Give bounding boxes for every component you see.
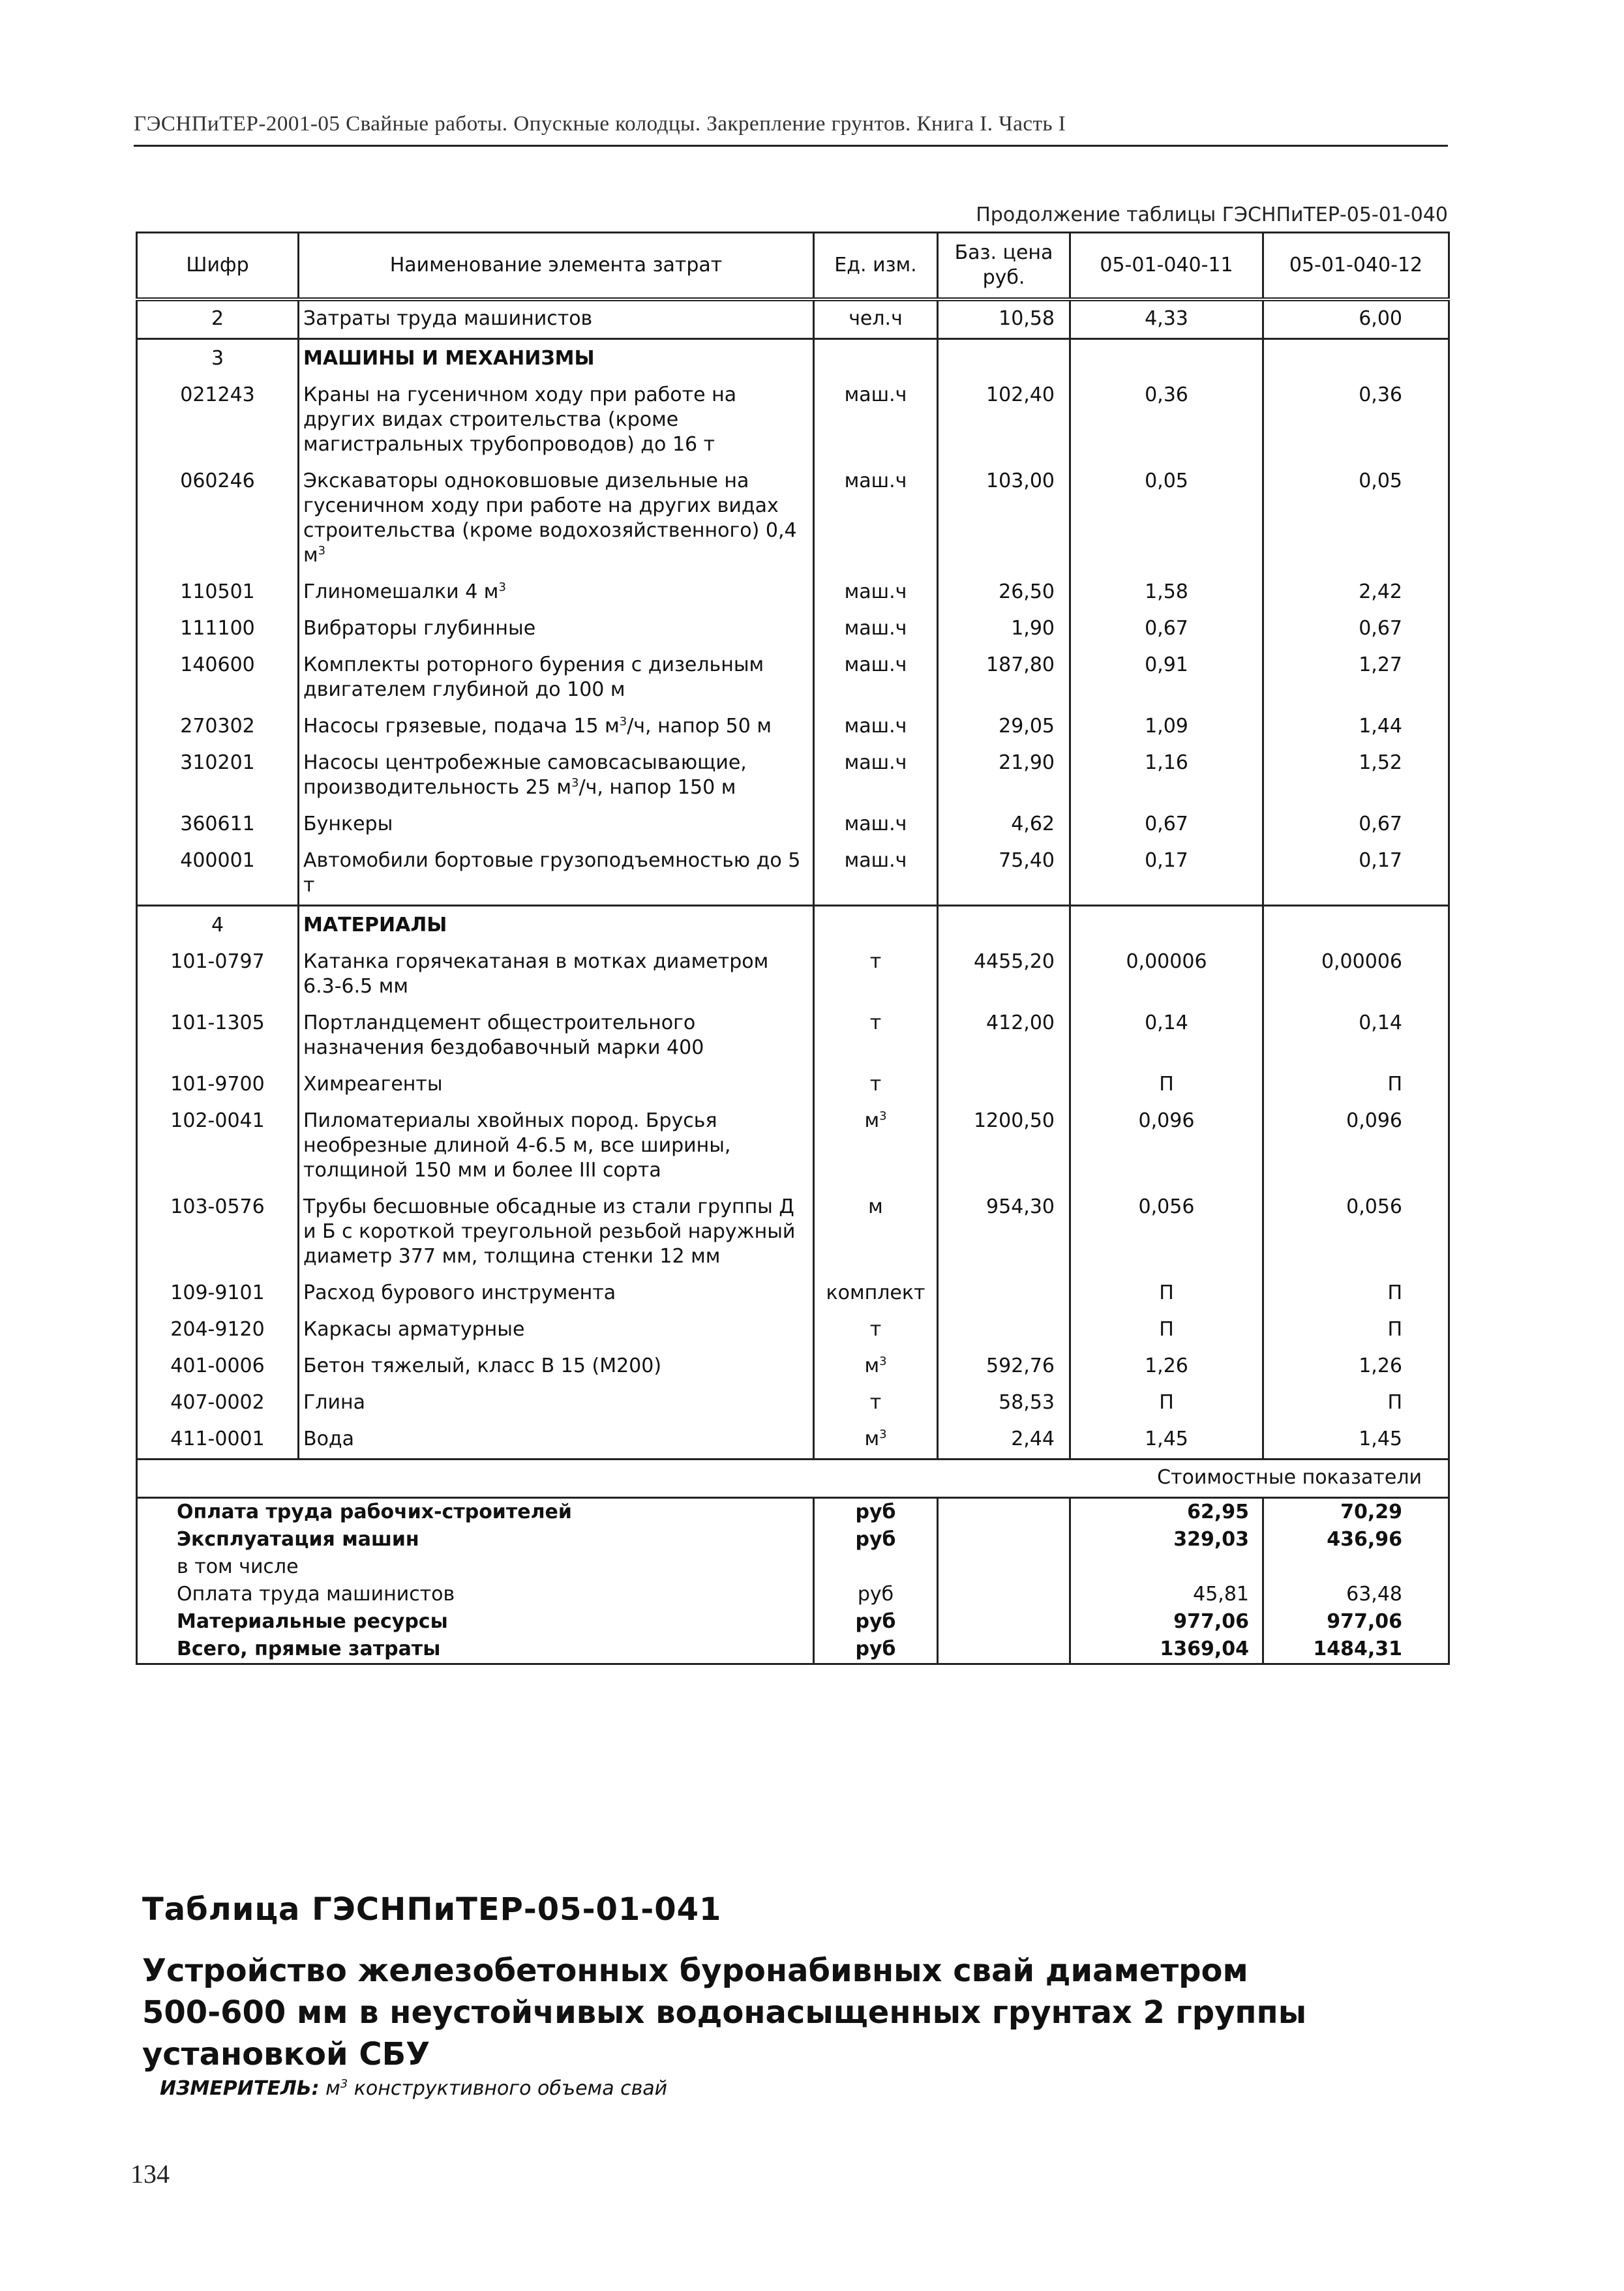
section-row (137, 906, 1449, 945)
cell-unit: маш.ч (814, 611, 938, 648)
cell-unit: т (814, 1312, 938, 1349)
table-row (137, 575, 1449, 611)
table-row (137, 843, 1449, 906)
cell-name: Автомобили бортовые грузоподъемностью до 5 т (299, 843, 814, 906)
cell-col2: 1,26 (1263, 1349, 1449, 1385)
cost-price (938, 1526, 1070, 1553)
cell-col2: П (1263, 1312, 1449, 1349)
cell-col2: 2,42 (1263, 575, 1449, 611)
cell-unit: маш.ч (814, 709, 938, 745)
cell-code: 102-0041 (137, 1103, 299, 1190)
cell-price: 1200,50 (938, 1103, 1070, 1190)
cell-col1: П (1070, 1312, 1263, 1349)
table-row (137, 648, 1449, 709)
cost-col1: 977,06 (1070, 1608, 1263, 1636)
cell-code: 101-0797 (137, 944, 299, 1006)
cost-col2: 63,48 (1263, 1581, 1449, 1608)
cell-col2: П (1263, 1276, 1449, 1312)
cell-col1: 0,67 (1070, 611, 1263, 648)
cell-col1: 0,00006 (1070, 944, 1263, 1006)
cost-label: Оплата труда машинистов (137, 1581, 814, 1608)
cell-unit: т (814, 944, 938, 1006)
cost-col2 (1263, 1553, 1449, 1581)
cell-price: 26,50 (938, 575, 1070, 611)
header-name: Наименование элемента затрат (299, 233, 814, 300)
table-row (137, 378, 1449, 464)
cell-code: 140600 (137, 648, 299, 709)
cell-col1: 0,05 (1070, 464, 1263, 575)
cell-col2: 1,52 (1263, 745, 1449, 807)
cell-name: Расход бурового инструмента (299, 1276, 814, 1312)
cell-col1: П (1070, 1067, 1263, 1103)
cell-price: 10,58 (938, 299, 1070, 339)
meter-label: ИЗМЕРИТЕЛЬ: (160, 2077, 320, 2100)
header-col1: 05-01-040-11 (1070, 233, 1263, 300)
table-row (137, 1349, 1449, 1385)
cell-col2 (1263, 339, 1449, 378)
cost-label: Материальные ресурсы (137, 1608, 814, 1636)
cell-code: 407-0002 (137, 1385, 299, 1422)
cost-price (938, 1581, 1070, 1608)
cell-col2: 0,14 (1263, 1006, 1449, 1067)
cost-row (137, 1526, 1449, 1553)
table-row (137, 299, 1449, 339)
cell-col1: 1,16 (1070, 745, 1263, 807)
cell-col2: 0,17 (1263, 843, 1449, 906)
cell-code: 3 (137, 339, 299, 378)
cell-code: 021243 (137, 378, 299, 464)
cost-row (137, 1553, 1449, 1581)
cell-col1: 1,58 (1070, 575, 1263, 611)
header-unit: Ед. изм. (814, 233, 938, 300)
cell-col2: 0,67 (1263, 807, 1449, 843)
running-head: ГЭСНПиТЕР-2001-05 Свайные работы. Опускные колодцы. Закрепление грунтов. Книга I. Часть I (134, 112, 1066, 136)
table-row (137, 745, 1449, 807)
cell-unit-text: м (864, 1109, 880, 1132)
table-row (137, 1103, 1449, 1190)
cell-col1: 1,45 (1070, 1422, 1263, 1460)
cell-code: 411-0001 (137, 1422, 299, 1460)
cell-unit (814, 1422, 938, 1460)
cell-unit-text: м (864, 1355, 880, 1377)
cell-price: 58,53 (938, 1385, 1070, 1422)
header-code: Шифр (137, 233, 299, 300)
cell-price (938, 1312, 1070, 1349)
cell-price (938, 339, 1070, 378)
cost-row (137, 1636, 1449, 1664)
cost-label: Эксплуатация машин (137, 1526, 814, 1553)
table-row (137, 1312, 1449, 1349)
cell-code: 310201 (137, 745, 299, 807)
cell-name: Вибраторы глубинные (299, 611, 814, 648)
cell-code: 401-0006 (137, 1349, 299, 1385)
cost-unit: руб (814, 1498, 938, 1527)
cell-price: 412,00 (938, 1006, 1070, 1067)
cell-col2: 0,67 (1263, 611, 1449, 648)
cell-name-text: /ч, напор 150 м (579, 776, 736, 799)
cell-name: Бункеры (299, 807, 814, 843)
page-number: 134 (130, 2159, 170, 2189)
cost-unit (814, 1553, 938, 1581)
cell-price: 103,00 (938, 464, 1070, 575)
cell-col2: П (1263, 1385, 1449, 1422)
cell-name (299, 709, 814, 745)
cell-col1: П (1070, 1276, 1263, 1312)
cell-col1: 0,36 (1070, 378, 1263, 464)
cell-code: 360611 (137, 807, 299, 843)
header-col2: 05-01-040-12 (1263, 233, 1449, 300)
cell-unit: маш.ч (814, 745, 938, 807)
superscript: 3 (619, 715, 627, 728)
cell-code: 060246 (137, 464, 299, 575)
cell-price: 4,62 (938, 807, 1070, 843)
cell-name-text: Экскаваторы одноковшовые дизельные на гусеничном ходу при работе на других видах строительства (кроме водохозяйственного) 0,4 м (303, 470, 797, 567)
cell-name: Краны на гусеничном ходу при работе на других видах строительства (кроме магистральных трубопроводов) до 16 т (299, 378, 814, 464)
cell-unit (814, 906, 938, 945)
cell-col1: 0,14 (1070, 1006, 1263, 1067)
table-row (137, 944, 1449, 1006)
cell-col1: 1,26 (1070, 1349, 1263, 1385)
section-row (137, 339, 1449, 378)
cell-price: 102,40 (938, 378, 1070, 464)
cell-col2: 0,00006 (1263, 944, 1449, 1006)
superscript: 3 (340, 2077, 348, 2091)
cell-col1: 0,17 (1070, 843, 1263, 906)
cell-code: 101-1305 (137, 1006, 299, 1067)
cell-col1 (1070, 339, 1263, 378)
cost-col1: 62,95 (1070, 1498, 1263, 1527)
continuation-label: Продолжение таблицы ГЭСНПиТЕР-05-01-040 (976, 203, 1448, 226)
cost-row (137, 1581, 1449, 1608)
meter-text: конструктивного объема свай (353, 2077, 668, 2100)
cell-col2: 0,096 (1263, 1103, 1449, 1190)
cell-name: Химреагенты (299, 1067, 814, 1103)
cost-col2: 977,06 (1263, 1608, 1449, 1636)
cell-code: 103-0576 (137, 1190, 299, 1276)
cell-price: 75,40 (938, 843, 1070, 906)
cell-col2 (1263, 906, 1449, 945)
cell-col2: П (1263, 1067, 1449, 1103)
table-row (137, 807, 1449, 843)
cell-price: 954,30 (938, 1190, 1070, 1276)
cell-unit: маш.ч (814, 843, 938, 906)
meter-line (160, 2077, 667, 2100)
cell-code: 400001 (137, 843, 299, 906)
cell-col1 (1070, 906, 1263, 945)
cost-price (938, 1636, 1070, 1664)
table-row (137, 1190, 1449, 1276)
cell-name: Трубы бесшовные обсадные из стали группы Д и Б с короткой треугольной резьбой наружный диаметр 377 мм, толщина стенки 12 мм (299, 1190, 814, 1276)
cell-code: 101-9700 (137, 1067, 299, 1103)
cost-unit: руб (814, 1526, 938, 1553)
superscript: 3 (879, 1355, 887, 1368)
cell-name-text: /ч, напор 50 м (627, 715, 772, 738)
table-row (137, 1385, 1449, 1422)
cell-price: 4455,20 (938, 944, 1070, 1006)
cost-label: Оплата труда рабочих-строителей (137, 1498, 814, 1527)
cell-price: 592,76 (938, 1349, 1070, 1385)
cell-unit: м (814, 1190, 938, 1276)
cell-col1: 0,91 (1070, 648, 1263, 709)
meter-unit: м (325, 2077, 340, 2100)
cell-col2: 1,44 (1263, 709, 1449, 745)
cell-col1: 1,09 (1070, 709, 1263, 745)
cell-name-text: Насосы грязевые, подача 15 м (303, 715, 620, 738)
cell-col2: 0,05 (1263, 464, 1449, 575)
cell-col2: 6,00 (1263, 299, 1449, 339)
cell-code: 109-9101 (137, 1276, 299, 1312)
cell-unit (814, 1349, 938, 1385)
cost-table (136, 232, 1450, 1665)
cell-unit: комплект (814, 1276, 938, 1312)
cell-name (299, 745, 814, 807)
cell-col2: 0,056 (1263, 1190, 1449, 1276)
cell-unit: маш.ч (814, 464, 938, 575)
cell-name: Пиломатериалы хвойных пород. Брусья необрезные длиной 4-6.5 м, все ширины, толщиной 150 мм и более III сорта (299, 1103, 814, 1190)
cell-unit: маш.ч (814, 575, 938, 611)
cell-unit: т (814, 1067, 938, 1103)
cost-col2: 70,29 (1263, 1498, 1449, 1527)
table-row (137, 1276, 1449, 1312)
cost-label: Всего, прямые затраты (137, 1636, 814, 1664)
cost-row (137, 1608, 1449, 1636)
cell-unit: т (814, 1006, 938, 1067)
cell-unit: чел.ч (814, 299, 938, 339)
cell-price (938, 1067, 1070, 1103)
cost-col2: 436,96 (1263, 1526, 1449, 1553)
cell-name: Комплекты роторного бурения с дизельным двигателем глубиной до 100 м (299, 648, 814, 709)
cell-code: 204-9120 (137, 1312, 299, 1349)
cell-code: 110501 (137, 575, 299, 611)
cost-col1 (1070, 1553, 1263, 1581)
cell-name: Бетон тяжелый, класс В 15 (М200) (299, 1349, 814, 1385)
cell-name-text: Глиномешалки 4 м (303, 580, 499, 603)
cell-col1: 0,096 (1070, 1103, 1263, 1190)
table-row (137, 1006, 1449, 1067)
cell-name (299, 575, 814, 611)
cost-row (137, 1498, 1449, 1527)
cell-name: Портландцемент общестроительного назначения бездобавочный марки 400 (299, 1006, 814, 1067)
cell-code: 270302 (137, 709, 299, 745)
table-row (137, 611, 1449, 648)
cell-name: Глина (299, 1385, 814, 1422)
cost-unit: руб (814, 1636, 938, 1664)
cost-price (938, 1608, 1070, 1636)
cell-unit: маш.ч (814, 807, 938, 843)
cell-unit: маш.ч (814, 378, 938, 464)
cell-col2: 0,36 (1263, 378, 1449, 464)
cell-price: 1,90 (938, 611, 1070, 648)
cell-name (299, 464, 814, 575)
cost-label: в том числе (137, 1553, 814, 1581)
cell-code: 2 (137, 299, 299, 339)
cost-unit: руб (814, 1608, 938, 1636)
cell-name: Катанка горячекатаная в мотках диаметром 6.3-6.5 мм (299, 944, 814, 1006)
header-price: Баз. цена руб. (938, 233, 1070, 300)
table-header-row (137, 233, 1449, 300)
superscript: 3 (498, 580, 506, 594)
cell-price (938, 1276, 1070, 1312)
cell-price: 2,44 (938, 1422, 1070, 1460)
cell-col1: 4,33 (1070, 299, 1263, 339)
cost-col1: 1369,04 (1070, 1636, 1263, 1664)
cell-price: 29,05 (938, 709, 1070, 745)
cost-col2: 1484,31 (1263, 1636, 1449, 1664)
cell-col1: П (1070, 1385, 1263, 1422)
cell-price: 21,90 (938, 745, 1070, 807)
section-title: МАТЕРИАЛЫ (299, 906, 814, 945)
superscript: 3 (318, 544, 326, 558)
cell-code: 111100 (137, 611, 299, 648)
indicators-label: Стоимостные показатели (1070, 1460, 1449, 1498)
next-table-title: Таблица ГЭСНПиТЕР-05-01-041 (142, 1891, 722, 1928)
cell-col2: 1,45 (1263, 1422, 1449, 1460)
indicators-row (137, 1460, 1449, 1498)
table-row (137, 709, 1449, 745)
cost-col1: 45,81 (1070, 1581, 1263, 1608)
superscript: 3 (879, 1109, 887, 1123)
cost-unit: руб (814, 1581, 938, 1608)
header-rule (134, 145, 1448, 147)
cell-unit: маш.ч (814, 648, 938, 709)
cell-unit (814, 1103, 938, 1190)
superscript: 3 (571, 776, 579, 790)
cell-col1: 0,056 (1070, 1190, 1263, 1276)
cell-price: 187,80 (938, 648, 1070, 709)
cell-name-text: Насосы центробежные самовсасывающие, производительность 25 м (303, 751, 747, 799)
table-row (137, 1422, 1449, 1460)
cell-name: Вода (299, 1422, 814, 1460)
cell-name: Затраты труда машинистов (299, 299, 814, 339)
next-table-subtitle: Устройство железобетонных буронабивных свай диаметром 500-600 мм в неустойчивых водонасыщенных грунтах 2 группы установкой СБУ (142, 1953, 1307, 2073)
cell-name: Каркасы арматурные (299, 1312, 814, 1349)
table-row (137, 464, 1449, 575)
cell-price (938, 906, 1070, 945)
superscript: 3 (879, 1428, 887, 1441)
cost-price (938, 1553, 1070, 1581)
table-row (137, 1067, 1449, 1103)
cost-col1: 329,03 (1070, 1526, 1263, 1553)
cell-unit-text: м (864, 1428, 880, 1450)
indicators-blank (137, 1460, 1070, 1498)
cost-price (938, 1498, 1070, 1527)
cell-unit (814, 339, 938, 378)
cell-col1: 0,67 (1070, 807, 1263, 843)
cell-code: 4 (137, 906, 299, 945)
cell-unit: т (814, 1385, 938, 1422)
section-title: МАШИНЫ И МЕХАНИЗМЫ (299, 339, 814, 378)
cell-col2: 1,27 (1263, 648, 1449, 709)
